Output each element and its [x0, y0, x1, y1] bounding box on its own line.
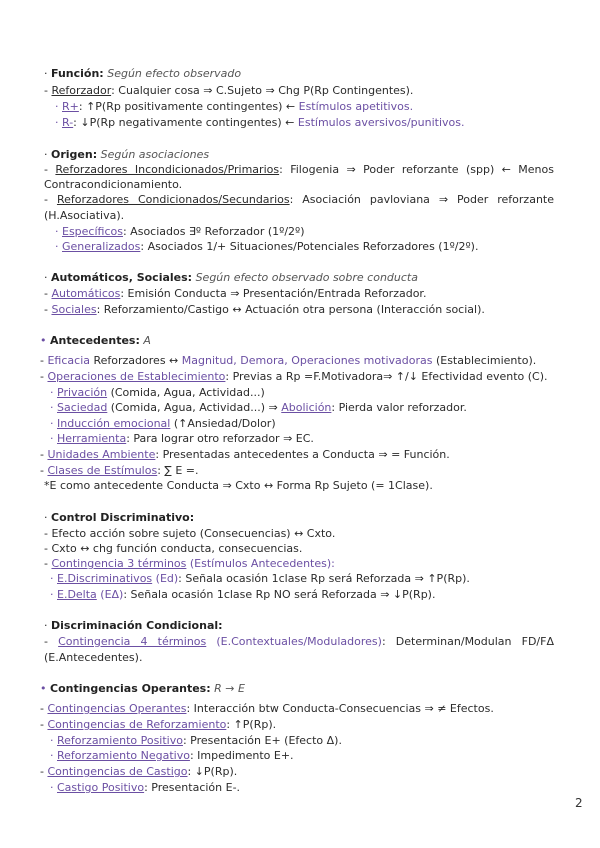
herramienta-line: · Herramienta: Para lograr otro reforzador ⇒ EC. — [50, 432, 314, 445]
heading-subtitle: R → E — [214, 682, 245, 695]
privacion-line: · Privación (Comida, Agua, Actividad...) — [50, 386, 265, 399]
co-line: - Contingencias Operantes: Interacción btw Conducta-Consecuencias ⇒ ≠ Efectos. — [40, 702, 494, 715]
term-link: Reforzador — [51, 84, 112, 97]
clases-note: *E como antecedente Conducta ⇒ Cxto ↔ Forma Rp Sujeto (= 1Clase). — [44, 479, 433, 492]
operaciones-line: - Operaciones de Establecimiento: Previas a Rp =F.Motivadora⇒ ↑/↓ Efectividad evento (C). — [40, 370, 548, 383]
term-link: Contingencias de Reforzamiento — [47, 718, 227, 731]
heading-title: Contingencias Operantes: — [50, 682, 211, 695]
rn-line: · Reforzamiento Negativo: Impedimento E+. — [50, 749, 294, 762]
term-link: Específicos — [62, 225, 123, 238]
term-link: Reforzamiento Positivo — [57, 734, 183, 747]
primarios-cont: Contracondicionamiento. — [44, 178, 183, 191]
term-link: R+ — [62, 100, 79, 113]
control-line-2: - Cxto ↔ chg función conducta, consecuencias. — [44, 542, 303, 555]
term-link: Saciedad — [57, 401, 108, 414]
contingencia-4-cont: (E.Antecedentes). — [44, 651, 143, 664]
heading-subtitle: A — [143, 334, 151, 347]
term-link: Clases de Estímulos — [47, 464, 158, 477]
bullet: · — [44, 67, 48, 80]
term-link: Contingencia 3 términos — [51, 557, 187, 570]
operantes-heading: • Contingencias Operantes: R → E — [40, 682, 245, 695]
term-link: Abolición — [281, 401, 332, 414]
contingencia-3-line: - Contingencia 3 términos (Estímulos Antecedentes): — [44, 557, 335, 570]
edelta-line: · E.Delta (EΔ): Señala ocasión 1clase Rp NO será Reforzada ⇒ ↓P(Rp). — [50, 588, 436, 601]
control-line-1: - Efecto acción sobre sujeto (Consecuencias) ↔ Cxto. — [44, 527, 336, 540]
page-number: 2 — [575, 796, 583, 810]
r-neg-line: · R-: ↓P(Rp negativamente contingentes) ← Estímulos aversivos/punitivos. — [55, 116, 465, 129]
term-link: Reforzamiento Negativo — [57, 749, 190, 762]
heading-title: Antecedentes: — [50, 334, 140, 347]
heading-title: Control Discriminativo: — [51, 511, 195, 524]
cp-line: · Castigo Positivo: Presentación E-. — [50, 781, 241, 794]
term-link: Inducción emocional — [57, 417, 171, 430]
term-link: Contingencia 4 términos — [58, 635, 207, 648]
control-heading: · Control Discriminativo: — [44, 511, 195, 524]
term-link: Automáticos — [51, 287, 121, 300]
discriminacion-heading: · Discriminación Condicional: — [44, 619, 223, 632]
saciedad-line: · Saciedad (Comida, Agua, Actividad...) ⇒ Abolición: Pierda valor reforzador. — [50, 401, 467, 414]
eficacia-line: - Eficacia Reforzadores ↔ Magnitud, Demora, Operaciones motivadoras (Establecimiento). — [40, 354, 537, 367]
term-link: Sociales — [51, 303, 97, 316]
heading-title: Origen: — [51, 148, 98, 161]
cc-line: - Contingencias de Castigo: ↓P(Rp). — [40, 765, 238, 778]
heading-subtitle: Según asociaciones — [100, 148, 210, 161]
clases-line: - Clases de Estímulos: ∑ E =. — [40, 464, 199, 477]
heading-subtitle: Según efecto observado sobre conducta — [195, 271, 418, 284]
term-link: Privación — [57, 386, 108, 399]
induccion-line: · Inducción emocional (↑Ansiedad/Dolor) — [50, 417, 276, 430]
term-link: Unidades Ambiente — [47, 448, 156, 461]
automaticos-heading: · Automáticos, Sociales: Según efecto observado sobre conducta — [44, 271, 418, 284]
funcion-heading — [44, 66, 554, 81]
antecedentes-heading: • Antecedentes: A — [40, 334, 151, 347]
term-link: Generalizados — [62, 240, 141, 253]
origen-heading: · Origen: Según asociaciones — [44, 148, 210, 161]
term-link: Reforzadores Condicionados/Secundarios — [56, 193, 290, 206]
secundarios-cont: (H.Asociativa). — [44, 209, 125, 222]
term-link: Contingencias Operantes — [47, 702, 187, 715]
reforzador-line: - Reforzador: Cualquier cosa ⇒ C.Sujeto ⇒ Chg P(Rp Contingentes). — [44, 84, 414, 97]
term-link: E.Discriminativos — [57, 572, 153, 585]
term-link: Reforzadores Incondicionados/Primarios — [55, 163, 280, 176]
heading-subtitle: Según efecto observado — [107, 67, 242, 80]
generalizados-line: · Generalizados: Asociados 1/+ Situaciones/Potenciales Reforzadores (1º/2º). — [55, 240, 479, 253]
term-link: Herramienta — [57, 432, 127, 445]
term: Eficacia — [47, 354, 90, 367]
term-link: Operaciones de Establecimiento — [47, 370, 226, 383]
heading-title: Función: — [51, 67, 104, 80]
contingencia-4-line: - Contingencia 4 términos (E.Contextuales/Moduladores): Determinan/Modulan FD/FΔ — [44, 635, 554, 648]
term-link: R- — [62, 116, 74, 129]
especificos-line: · Específicos: Asociados ∃º Reforzador (1º/2º) — [55, 225, 305, 238]
heading-title: Automáticos, Sociales: — [51, 271, 193, 284]
automaticos-line: - Automáticos: Emisión Conducta ⇒ Presentación/Entrada Reforzador. — [44, 287, 427, 300]
term-link: E.Delta — [57, 588, 97, 601]
primarios-line: - Reforzadores Incondicionados/Primarios: Filogenia ⇒ Poder reforzante (spp) ← Menos — [44, 163, 554, 176]
cr-line: - Contingencias de Reforzamiento: ↑P(Rp). — [40, 718, 277, 731]
heading-title: Discriminación Condicional: — [51, 619, 223, 632]
term-link: Contingencias de Castigo — [47, 765, 188, 778]
r-pos-line: · R+: ↑P(Rp positivamente contingentes) ← Estímulos apetitivos. — [55, 100, 414, 113]
unidades-line: - Unidades Ambiente: Presentadas antecedentes a Conducta ⇒ = Función. — [40, 448, 450, 461]
ed-line: · E.Discriminativos (Ed): Señala ocasión 1clase Rp será Reforzada ⇒ ↑P(Rp). — [50, 572, 470, 585]
term-link: Castigo Positivo — [57, 781, 145, 794]
sociales-line: - Sociales: Reforzamiento/Castigo ↔ Actuación otra persona (Interacción social). — [44, 303, 485, 316]
rp-line: · Reforzamiento Positivo: Presentación E+ (Efecto Δ). — [50, 734, 342, 747]
secundarios-line: - Reforzadores Condicionados/Secundarios: Asociación pavloviana ⇒ Poder reforzante — [44, 193, 554, 206]
